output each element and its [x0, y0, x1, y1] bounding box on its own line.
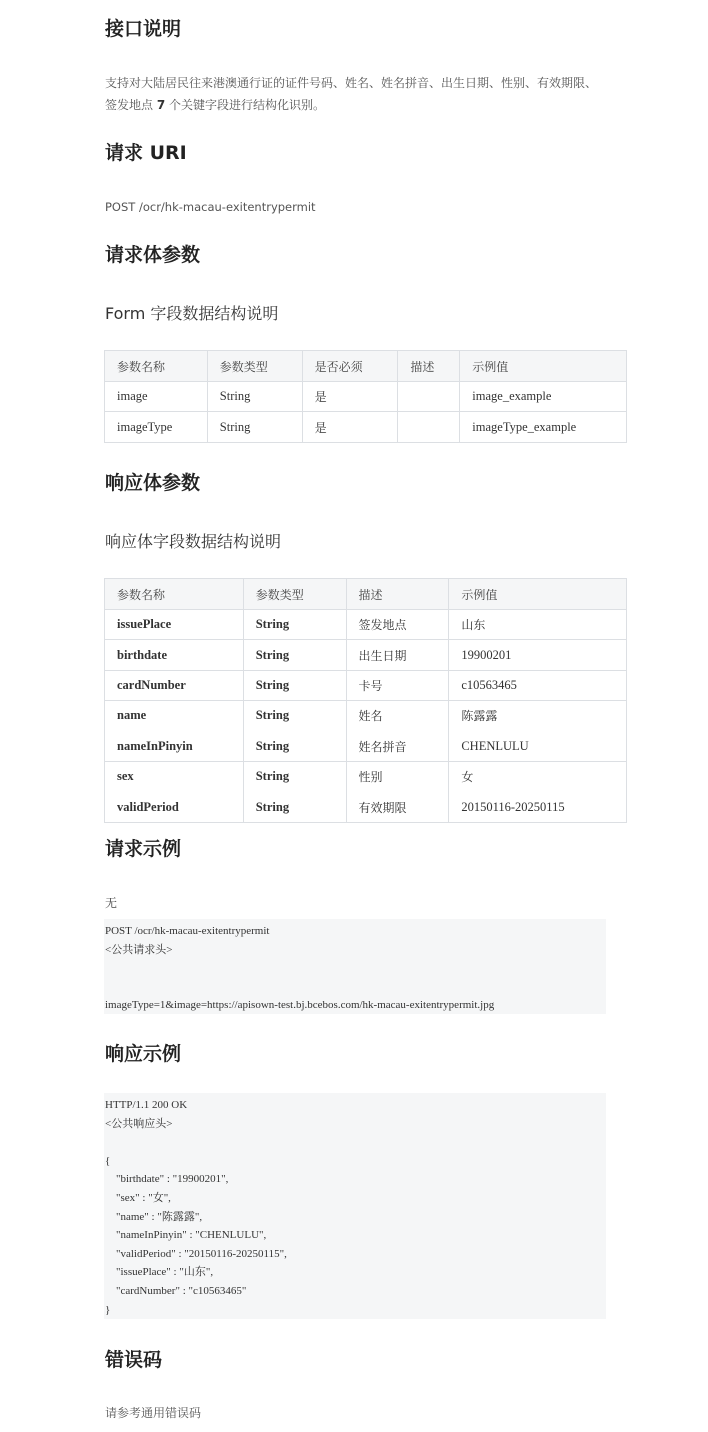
column-header: 示例值 [460, 351, 627, 382]
code-line: imageType=1&image=https://apisown-test.bj.bcebos.com/hk-macau-exitentrypermit.jpg [105, 999, 495, 1012]
code-line: { [105, 1154, 111, 1167]
code-line [105, 1133, 605, 1152]
param-example-cell: 19900201 [449, 640, 627, 671]
intro-heading: 接口说明 [105, 18, 182, 40]
code-line: "sex" : "女", [105, 1191, 171, 1204]
table-row [105, 762, 627, 792]
param-desc-cell: 签发地点 [346, 610, 449, 640]
param-name-cell: name [105, 701, 244, 731]
param-example-cell: 陈露露 [449, 701, 627, 731]
uri-heading: 请求 URI [105, 142, 187, 164]
table-row [105, 382, 627, 412]
code-line: HTTP/1.1 200 OK [105, 1099, 188, 1111]
column-header: 参数类型 [243, 579, 346, 610]
error-code-heading: 错误码 [105, 1349, 163, 1371]
code-line: "nameInPinyin" : "CHENLULU", [105, 1229, 267, 1242]
param-type-cell: String [243, 701, 346, 731]
param-required-cell: 是 [302, 412, 398, 443]
request-example-none: 无 [105, 896, 118, 910]
response-subtitle: 响应体字段数据结构说明 [105, 532, 282, 551]
code-line [105, 959, 605, 978]
request-body-heading: 请求体参数 [105, 244, 201, 266]
intro-text-part: 签发地点 [105, 98, 157, 112]
response-example-code [104, 1093, 606, 1319]
param-name-cell: issuePlace [105, 610, 244, 640]
table-row [105, 792, 627, 823]
table-row [105, 731, 627, 762]
table-row [105, 701, 627, 731]
column-header: 是否必须 [302, 351, 398, 382]
intro-paragraph-line-1: 支持对大陆居民往来港澳通行证的证件号码、姓名、姓名拼音、出生日期、性别、有效期限、 [105, 76, 598, 90]
param-name-cell: birthdate [105, 640, 244, 671]
param-type-cell: String [207, 382, 302, 412]
request-form-subtitle: Form 字段数据结构说明 [105, 304, 279, 323]
param-type-cell: String [243, 762, 346, 792]
request-params-table [104, 350, 627, 443]
column-header: 参数名称 [105, 579, 244, 610]
request-example-heading: 请求示例 [105, 838, 182, 860]
param-desc-cell: 出生日期 [346, 640, 449, 671]
param-desc-cell: 性别 [346, 762, 449, 792]
code-line: "name" : "陈露露", [105, 1210, 203, 1223]
param-example-cell: 20150116-20250115 [449, 792, 627, 823]
code-line: <公共请求头> [105, 943, 173, 956]
code-line: } [105, 1303, 111, 1316]
column-header: 描述 [398, 351, 460, 382]
response-example-heading: 响应示例 [105, 1043, 182, 1065]
code-line: "validPeriod" : "20150116-20250115", [105, 1247, 287, 1260]
param-example-cell: 山东 [449, 610, 627, 640]
intro-text-part: 个关键字段进行结构化识别。 [165, 98, 326, 112]
column-header: 参数名称 [105, 351, 208, 382]
response-params-table [104, 578, 627, 823]
param-name-cell: image [105, 382, 208, 412]
table-header-row [105, 579, 627, 610]
table-row [105, 412, 627, 443]
code-line: <公共响应头> [105, 1117, 173, 1130]
param-desc-cell: 有效期限 [346, 792, 449, 823]
column-header: 示例值 [449, 579, 627, 610]
param-name-cell: imageType [105, 412, 208, 443]
intro-field-count: 7 [156, 98, 166, 112]
param-type-cell: String [243, 671, 346, 701]
param-example-cell: c10563465 [449, 671, 627, 701]
code-line: POST /ocr/hk-macau-exitentrypermit [105, 925, 270, 937]
param-example-cell: image_example [460, 382, 627, 412]
param-name-cell: validPeriod [105, 792, 244, 823]
uri-text: POST /ocr/hk-macau-exitentrypermit [105, 200, 316, 214]
param-name-cell: sex [105, 762, 244, 792]
param-name-cell: nameInPinyin [105, 731, 244, 762]
response-body-heading: 响应体参数 [105, 472, 201, 494]
code-line [105, 978, 605, 997]
code-line: "issuePlace" : "山东", [105, 1266, 214, 1279]
param-desc-cell [398, 382, 460, 412]
param-desc-cell: 姓名拼音 [346, 731, 449, 762]
param-type-cell: String [243, 792, 346, 823]
table-row [105, 671, 627, 701]
param-desc-cell [398, 412, 460, 443]
param-type-cell: String [207, 412, 302, 443]
param-name-cell: cardNumber [105, 671, 244, 701]
code-line: "cardNumber" : "c10563465" [105, 1284, 247, 1297]
table-row [105, 640, 627, 671]
table-row [105, 610, 627, 640]
param-type-cell: String [243, 731, 346, 762]
param-example-cell: imageType_example [460, 412, 627, 443]
column-header: 描述 [346, 579, 449, 610]
param-desc-cell: 卡号 [346, 671, 449, 701]
error-code-text: 请参考通用错误码 [105, 1406, 202, 1420]
request-example-code [104, 919, 606, 1014]
param-example-cell: CHENLULU [449, 731, 627, 762]
param-type-cell: String [243, 610, 346, 640]
code-line: "birthdate" : "19900201", [105, 1173, 229, 1186]
column-header: 参数类型 [207, 351, 302, 382]
param-required-cell: 是 [302, 382, 398, 412]
param-desc-cell: 姓名 [346, 701, 449, 731]
intro-paragraph-line-2 [105, 94, 325, 116]
param-type-cell: String [243, 640, 346, 671]
param-example-cell: 女 [449, 762, 627, 792]
table-header-row [105, 351, 627, 382]
